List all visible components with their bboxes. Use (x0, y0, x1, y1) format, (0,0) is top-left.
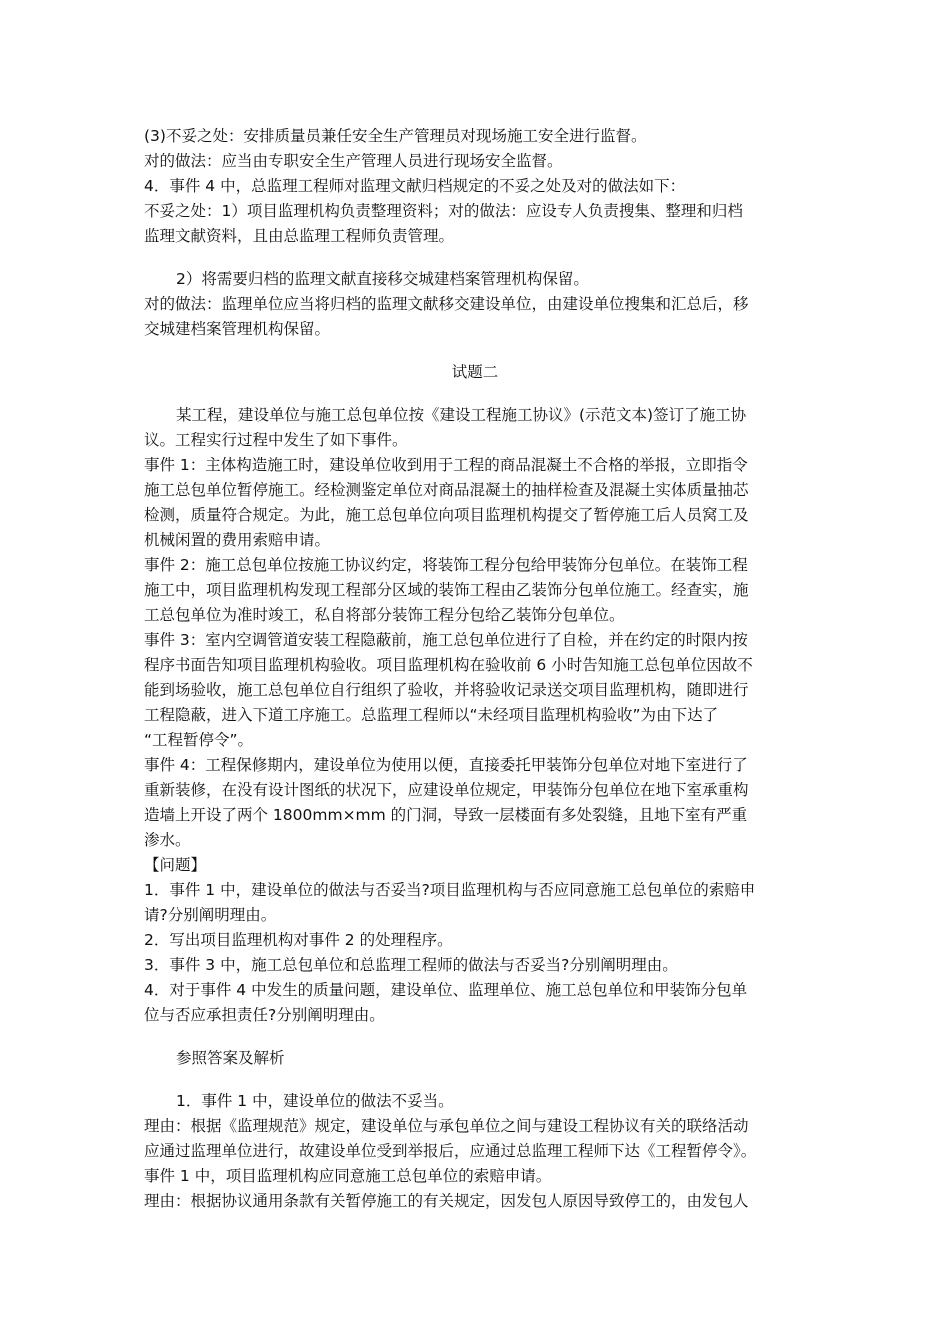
text-line: 2）将需要归档的监理文献直接移交城建档案管理机构保留。 (176, 270, 589, 288)
answers-heading: 参照答案及解析 (176, 1049, 285, 1067)
text-line: 事件 3：室内空调管道安装工程隐蔽前，施工总包单位进行了自检，并在约定的时限内按 (144, 631, 748, 649)
text-line: 工程隐蔽，进入下道工序施工。总监理工程师以“未经项目监理机构验收”为由下达了 (144, 706, 719, 724)
text-line: (3)不妥之处：安排质量员兼任安全生产管理员对现场施工安全进行监督。 (144, 127, 647, 145)
text-line: 议。工程实行过程中发生了如下事件。 (144, 431, 408, 449)
text-line: 某工程，建设单位与施工总包单位按《建设工程施工协议》(示范文本)签订了施工协 (176, 406, 747, 424)
section-title: 试题二 (451, 363, 499, 381)
text-line: 检测，质量符合规定。为此，施工总包单位向项目监理机构提交了暂停施工后人员窝工及 (144, 506, 749, 524)
text-line: 渗水。 (144, 831, 191, 849)
text-line: 机械闲置的费用索赔申请。 (144, 531, 331, 549)
questions-heading: 【问题】 (144, 856, 207, 874)
text-line: 交城建档案管理机构保留。 (144, 320, 331, 338)
text-line: 应通过监理单位进行，故建设单位受到举报后，应通过总监理工程师下达《工程暂停令》。 (144, 1142, 757, 1160)
text-line: 事件 1 中，项目监理机构应同意施工总包单位的索赔申请。 (144, 1167, 552, 1185)
text-line: 事件 2：施工总包单位按施工协议约定，将装饰工程分包给甲装饰分包单位。在装饰工程 (144, 556, 748, 574)
text-line: 事件 4：工程保修期内，建设单位为使用以便，直接委托甲装饰分包单位对地下室进行了 (144, 756, 748, 774)
text-line: 重新装修，在没有设计图纸的状况下，应建设单位规定，甲装饰分包单位在地下室承重构 (144, 781, 749, 799)
text-line: 程序书面告知项目监理机构验收。项目监理机构在验收前 6 小时告知施工总包单位因故不 (144, 656, 753, 674)
text-line: 造墙上开设了两个 1800mm×mm 的门洞，导致一层楼面有多处裂缝，且地下室有严重 (144, 806, 748, 824)
text-line: 位与否应承担责任?分别阐明理由。 (144, 1006, 385, 1024)
text-line: 4．事件 4 中，总监理工程师对监理文献归档规定的不妥之处及对的做法如下： (144, 177, 686, 195)
text-line: 对的做法：应当由专职安全生产管理人员进行现场安全监督。 (144, 152, 563, 170)
text-line: 能到场验收，施工总包单位自行组织了验收，并将验收记录送交项目监理机构，随即进行 (144, 681, 749, 699)
text-line: 3．事件 3 中，施工总包单位和总监理工程师的做法与否妥当?分别阐明理由。 (144, 956, 678, 974)
text-line: 请?分别阐明理由。 (144, 906, 277, 924)
text-line: 事件 1：主体构造施工时，建设单位收到用于工程的商品混凝土不合格的举报，立即指令 (144, 456, 748, 474)
text-line: 2．写出项目监理机构对事件 2 的处理程序。 (144, 931, 453, 949)
text-line: 4．对于事件 4 中发生的质量问题，建设单位、监理单位、施工总包单位和甲装饰分包单 (144, 981, 748, 999)
text-line: 工总包单位为准时竣工，私自将部分装饰工程分包给乙装饰分包单位。 (144, 606, 625, 624)
text-line: 对的做法：监理单位应当将归档的监理文献移交建设单位，由建设单位搜集和汇总后，移 (144, 295, 749, 313)
text-line: 不妥之处：1）项目监理机构负责整理资料；对的做法：应设专人负责搜集、整理和归档 (144, 202, 743, 220)
text-line: “工程暂停令”。 (144, 731, 254, 749)
text-line: 施工中，项目监理机构发现工程部分区域的装饰工程由乙装饰分包单位施工。经查实，施 (144, 581, 749, 599)
text-line: 施工总包单位暂停施工。经检测鉴定单位对商品混凝土的抽样检查及混凝土实体质量抽芯 (144, 481, 749, 499)
text-line: 1．事件 1 中，建设单位的做法与否妥当?项目监理机构与否应同意施工总包单位的索赔申 (144, 881, 756, 899)
text-line: 理由：根据《监理规范》规定，建设单位与承包单位之间与建设工程协议有关的联络活动 (144, 1117, 749, 1135)
text-line: 1．事件 1 中，建设单位的做法不妥当。 (176, 1092, 454, 1110)
text-line: 理由：根据协议通用条款有关暂停施工的有关规定，因发包人原因导致停工的，由发包人 (144, 1192, 749, 1210)
text-line: 监理文献资料，且由总监理工程师负责管理。 (144, 227, 455, 245)
